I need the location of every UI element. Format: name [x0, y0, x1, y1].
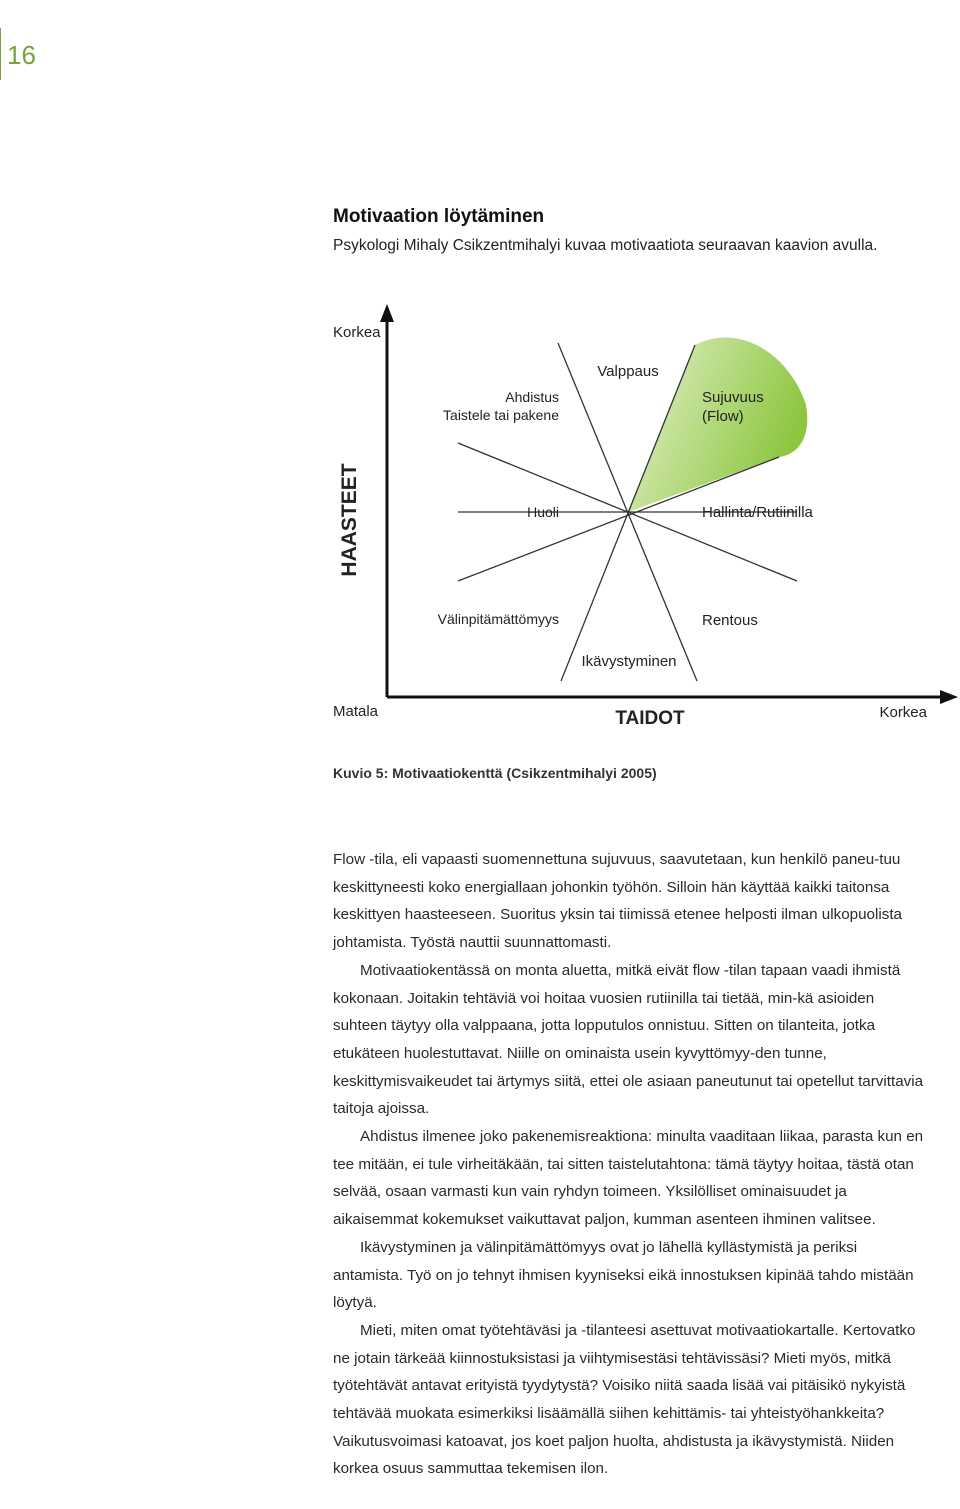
- paragraph: Ahdistus ilmenee joko pakenemisreaktiona: minulta vaaditaan liikaa, parasta kun en tee mitään, ei tule virheitäkään, tai sitten taistelutahtona: tämä täytyy hoitaa, tästä otan selvää, osaan varmasti kun vain ryhdyn toimeen. Yksilölliset ominaisuudet ja aikaisemmat kokemukset vaikuttavat paljon, kumman asenteen ihminen valitsee.: [333, 1128, 924, 1229]
- region-ahdistus: Ahdistus: [505, 389, 559, 405]
- region-sujuvuus-sub: (Flow): [702, 408, 744, 425]
- motivation-diagram: [0, 300, 960, 740]
- region-ahdistus-sub: Taistele tai pakene: [443, 407, 559, 423]
- x-axis-arrowhead: [940, 690, 958, 704]
- x-axis-high-label: Korkea: [879, 704, 927, 721]
- y-axis-arrowhead: [380, 304, 394, 322]
- region-valppaus: Valppaus: [597, 363, 659, 380]
- figure-caption: Kuvio 5: Motivaatiokenttä (Csikzentmihalyi 2005): [333, 765, 657, 781]
- x-axis-low-label: Matala: [333, 703, 379, 720]
- region-ikavystyminen: Ikävystyminen: [581, 653, 677, 670]
- paragraph: Flow -tila, eli vapaasti suomennettuna sujuvuus, saavutetaan, kun henkilö paneu-tuu keskittyneesti koko energiallaan johonkin työhön. Silloin hän käyttää kaikki taitonsa keskittyen haasteeseen. Suoritus yksin tai tiimissä etenee helposti ilman ulkopuolista johtamista. Työstä nauttii suunnattomasti.: [333, 851, 902, 952]
- y-axis-title: HAASTEET: [338, 463, 361, 577]
- region-huoli: Huoli: [527, 504, 559, 520]
- body-text: [333, 846, 925, 1483]
- page-number: 16: [7, 40, 36, 70]
- region-sujuvuus: Sujuvuus: [702, 389, 764, 406]
- y-axis-high-label: Korkea: [333, 324, 381, 341]
- region-hallinta: Hallinta/Rutiinilla: [702, 504, 813, 521]
- paragraph: Motivaatiokentässä on monta aluetta, mitkä eivät flow -tilan tapaan vaadi ihmistä kokonaan. Joitakin tehtäviä voi hoitaa vuosien rutiinilla tai tietää, min-kä asioiden suhteen täytyy olla valppaana, jotta lopputulos onnistuu. Sitten on tilanteita, jotka etukäteen huolestuttavat. Niille on ominaista usein kyvyttömyy-den tunne, keskittymisvaikeudet tai ärtymys siitä, ettei ole asiaan paneutunut tai opetellut tarvittavia taitoja ajoissa.: [333, 961, 924, 1118]
- section-intro: Psykologi Mihaly Csikzentmihalyi kuvaa motivaatiota seuraavan kaavion avulla.: [333, 237, 878, 254]
- x-axis-title: TAIDOT: [615, 708, 685, 729]
- section-title: Motivaation löytäminen: [333, 206, 545, 227]
- region-valinpitamattomyys: Välinpitämättömyys: [437, 611, 559, 627]
- region-rentous: Rentous: [702, 612, 758, 629]
- paragraph: Ikävystyminen ja välinpitämättömyys ovat jo lähellä kyllästymistä ja periksi antamista. Työ on jo tehnyt ihmisen kyyniseksi eikä innostuksen kipinää tahdo mistään löytyä.: [333, 1238, 914, 1312]
- page-rule: [0, 28, 1, 80]
- divider-line: [561, 345, 695, 681]
- paragraph: Mieti, miten omat työtehtäväsi ja -tilanteesi asettuvat motivaatiokartalle. Kertovatko ne jotain tärkeää kiinnostuksistasi ja viihtymisestäsi tehtävissäsi? Mieti myös, mitkä työtehtävät antavat erityistä tyydytystä? Voisiko niitä saada lisää vai pitäisikö nykyistä tehtävää muokata esimerkiksi lisäämällä siihen kehittämis- tai yhteistyöhankkeita? Vaikutusvoimasi katoavat, jos koet paljon huolta, ahdistusta ja ikävystymistä. Niiden korkea osuus sammuttaa tekemisen ilon.: [333, 1321, 916, 1478]
